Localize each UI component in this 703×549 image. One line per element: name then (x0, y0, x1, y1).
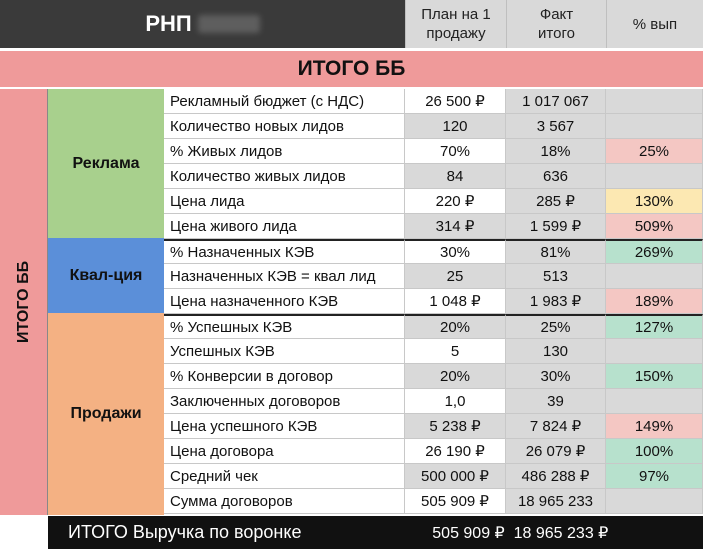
row-label: Сумма договоров (164, 489, 405, 514)
row-fact: 3 567 (506, 114, 606, 139)
row-label: Количество живых лидов (164, 164, 405, 189)
row-plan: 5 (405, 339, 506, 364)
row-label: % Живых лидов (164, 139, 405, 164)
row-pct: 269% (606, 239, 703, 264)
row-pct (606, 489, 703, 514)
row-plan: 5 238 ₽ (405, 414, 506, 439)
row-label: Цена лида (164, 189, 405, 214)
row-label: % Назначенных КЭВ (164, 239, 405, 264)
row-plan: 1,0 (405, 389, 506, 414)
row-fact: 18 965 233 (506, 489, 606, 514)
row-plan: 500 000 ₽ (405, 464, 506, 489)
row-fact: 81% (506, 239, 606, 264)
row-plan: 1 048 ₽ (405, 289, 506, 314)
row-pct: 97% (606, 464, 703, 489)
header-fact: Факт итого (506, 0, 606, 48)
header-title-cell (0, 0, 405, 48)
row-pct: 130% (606, 189, 703, 214)
row-fact: 1 983 ₽ (506, 289, 606, 314)
row-plan: 25 (405, 264, 506, 289)
row-label: Количество новых лидов (164, 114, 405, 139)
row-fact: 26 079 ₽ (506, 439, 606, 464)
group-ads: Реклама (48, 89, 164, 238)
row-fact: 1 599 ₽ (506, 214, 606, 239)
row-plan: 30% (405, 239, 506, 264)
title-bar: ИТОГО ББ (0, 51, 703, 87)
row-pct (606, 89, 703, 114)
row-pct: 149% (606, 414, 703, 439)
header-pct: % вып (606, 0, 703, 48)
row-pct (606, 264, 703, 289)
row-fact: 1 017 067 (506, 89, 606, 114)
row-fact: 513 (506, 264, 606, 289)
footer-label: ИТОГО Выручка по воронке (68, 522, 302, 542)
row-label: % Успешных КЭВ (164, 314, 405, 339)
row-fact: 25% (506, 314, 606, 339)
row-label: Рекламный бюджет (с НДС) (164, 89, 405, 114)
row-pct: 509% (606, 214, 703, 239)
row-plan: 505 909 ₽ (405, 489, 506, 514)
row-label: Назначенных КЭВ = квал лид (164, 264, 405, 289)
row-pct (606, 114, 703, 139)
row-label: Цена договора (164, 439, 405, 464)
header-plan: План на 1 продажу (405, 0, 506, 48)
row-label: Успешных КЭВ (164, 339, 405, 364)
row-label: Цена назначенного КЭВ (164, 289, 405, 314)
side-label: ИТОГО ББ (15, 260, 32, 344)
row-plan: 314 ₽ (405, 214, 506, 239)
row-fact: 636 (506, 164, 606, 189)
row-label: Заключенных договоров (164, 389, 405, 414)
row-fact: 7 824 ₽ (506, 414, 606, 439)
row-fact: 130 (506, 339, 606, 364)
header-title: РНП (145, 11, 192, 36)
row-plan: 220 ₽ (405, 189, 506, 214)
row-label: Цена успешного КЭВ (164, 414, 405, 439)
row-plan: 70% (405, 139, 506, 164)
row-pct (606, 164, 703, 189)
row-pct (606, 389, 703, 414)
row-plan: 120 (405, 114, 506, 139)
row-pct: 150% (606, 364, 703, 389)
row-fact: 285 ₽ (506, 189, 606, 214)
redacted-name (198, 15, 260, 33)
group-sales: Продажи (48, 313, 164, 515)
row-fact: 30% (506, 364, 606, 389)
row-plan: 20% (405, 314, 506, 339)
group-qual: Квал-ция (48, 238, 164, 313)
row-plan: 84 (405, 164, 506, 189)
footer-fact: 18 965 233 ₽ (513, 524, 609, 542)
row-pct: 25% (606, 139, 703, 164)
row-fact: 486 288 ₽ (506, 464, 606, 489)
row-fact: 18% (506, 139, 606, 164)
row-pct: 127% (606, 314, 703, 339)
row-fact: 39 (506, 389, 606, 414)
footer-row (48, 516, 703, 549)
footer-plan: 505 909 ₽ (432, 524, 505, 542)
row-pct: 189% (606, 289, 703, 314)
row-pct (606, 339, 703, 364)
row-label: % Конверсии в договор (164, 364, 405, 389)
row-label: Цена живого лида (164, 214, 405, 239)
row-pct: 100% (606, 439, 703, 464)
row-plan: 20% (405, 364, 506, 389)
row-label: Средний чек (164, 464, 405, 489)
row-plan: 26 500 ₽ (405, 89, 506, 114)
row-plan: 26 190 ₽ (405, 439, 506, 464)
side-label-cell (0, 89, 48, 515)
